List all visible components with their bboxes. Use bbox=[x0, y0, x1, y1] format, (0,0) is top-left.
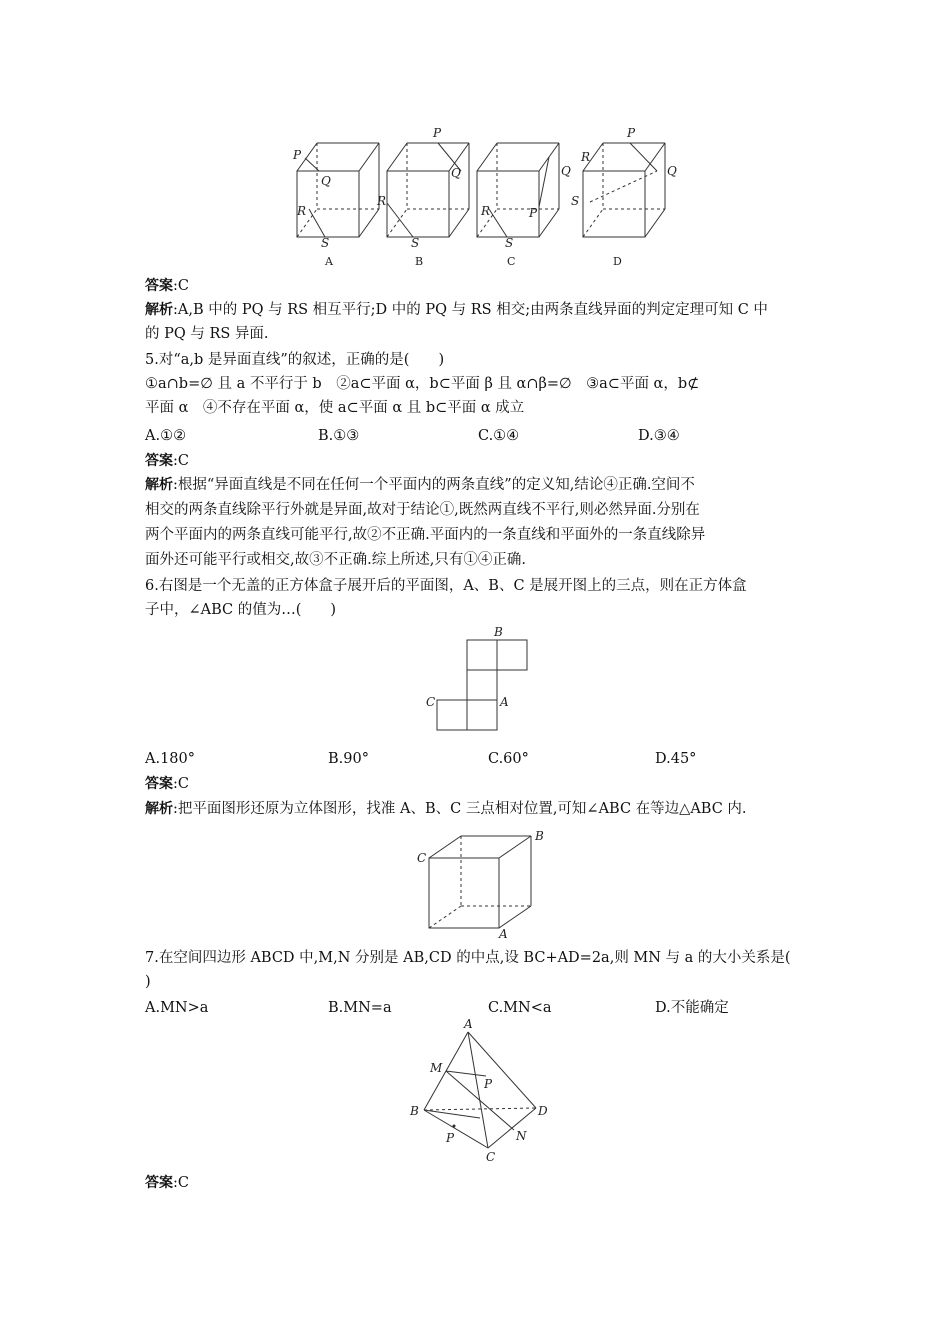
q4-label-p-b: P bbox=[433, 126, 442, 140]
q6-net-label-c: C bbox=[426, 695, 436, 709]
q7-option-c: C.MN<a bbox=[488, 1000, 552, 1016]
q5-option-d: D.③④ bbox=[638, 428, 680, 444]
analysis-text: :根据“异面直线是不同在任何一个平面内的两条直线”的定义知,结论④正确.空间不 bbox=[173, 477, 695, 493]
analysis-label: 解析 bbox=[145, 801, 173, 817]
answer-value: :C bbox=[173, 453, 189, 469]
q5-analysis-line-2: 相交的两条直线除平行外就是异面,故对于结论①,既然两直线不平行,则必然异面.分别在 bbox=[145, 502, 700, 518]
q7-point-dot bbox=[453, 1125, 456, 1128]
q4-label-r-d: R bbox=[581, 150, 591, 164]
q4-analysis-line-2: 的 PQ 与 RS 异面. bbox=[145, 326, 269, 342]
q4-label-r-b: R bbox=[377, 194, 387, 208]
q7-tetrahedron-figure bbox=[400, 1018, 560, 1168]
q4-label-p-d: P bbox=[627, 126, 636, 140]
q5-option-c: C.①④ bbox=[478, 428, 520, 444]
q4-caption-d: D bbox=[613, 255, 622, 268]
q6-net-label-b: B bbox=[494, 625, 503, 639]
q4-four-cubes-figure bbox=[285, 125, 685, 270]
q5-analysis-line-4: 面外还可能平行或相交,故③不正确.综上所述,只有①④正确. bbox=[145, 552, 526, 568]
q7-label-m: M bbox=[430, 1061, 443, 1075]
q4-label-q-d: Q bbox=[667, 164, 677, 178]
q6-option-d: D.45° bbox=[655, 751, 697, 767]
answer-label: 答案 bbox=[145, 453, 173, 469]
q7-tetrahedron-svg bbox=[400, 1018, 560, 1168]
q4-label-s-d: S bbox=[571, 194, 580, 208]
q4-label-r-a: R bbox=[297, 204, 307, 218]
q7-label-a: A bbox=[464, 1018, 473, 1031]
q7-answer bbox=[145, 1171, 810, 1195]
q4-label-s-c: S bbox=[505, 236, 514, 250]
q4-label-s-b: S bbox=[411, 236, 420, 250]
analysis-label: 解析 bbox=[145, 302, 173, 318]
q4-label-q-b: Q bbox=[451, 166, 461, 180]
q5-stem-line-1: 5.对“a,b 是异面直线”的叙述，正确的是( ) bbox=[145, 352, 445, 368]
q5-analysis-line-3: 两个平面内的两条直线可能平行,故②不正确.平面内的一条直线和平面外的一条直线除异 bbox=[145, 527, 706, 543]
q6-net-figure bbox=[420, 622, 540, 737]
answer-label: 答案 bbox=[145, 776, 173, 792]
q4-analysis-line-1 bbox=[145, 298, 810, 322]
q6-option-c: C.60° bbox=[488, 751, 529, 767]
q4-caption-c: C bbox=[507, 255, 516, 268]
q4-label-r-c: R bbox=[481, 204, 491, 218]
q4-answer bbox=[145, 274, 810, 298]
q6-answer bbox=[145, 772, 810, 796]
q7-label-b: B bbox=[410, 1104, 419, 1118]
q6-stem-line-1: 6.右图是一个无盖的正方体盒子展开后的平面图，A、B、C 是展开图上的三点，则在正方体盒 bbox=[145, 578, 747, 594]
q6-cube-svg bbox=[405, 824, 555, 939]
q6-cube-label-c: C bbox=[417, 851, 427, 865]
q5-stem-line-2: ①a∩b=∅ 且 a 不平行于 b ②a⊂平面 α，b⊂平面 β 且 α∩β=∅ ③a⊂平面 α，b⊄ bbox=[145, 376, 700, 392]
q7-option-a: A.MN>a bbox=[145, 1000, 209, 1016]
q6-net-svg bbox=[420, 622, 540, 737]
q7-label-n: N bbox=[516, 1129, 527, 1143]
q6-analysis-line-1 bbox=[145, 797, 810, 821]
q5-option-a: A.①② bbox=[145, 428, 187, 444]
analysis-text: :A,B 中的 PQ 与 RS 相互平行;D 中的 PQ 与 RS 相交;由两条直线异面的判定定理可知 C 中 bbox=[173, 302, 768, 318]
q4-caption-a: A bbox=[325, 255, 333, 268]
q6-cube-figure bbox=[405, 824, 555, 939]
q5-stem-line-3: 平面 α ④不存在平面 α，使 a⊂平面 α 且 b⊂平面 α 成立 bbox=[145, 400, 525, 416]
q6-stem-line-2: 子中，∠ABC 的值为…( ) bbox=[145, 602, 337, 618]
q7-label-p-upper: P bbox=[484, 1077, 493, 1091]
q5-option-b: B.①③ bbox=[318, 428, 360, 444]
q4-label-p-a: P bbox=[293, 148, 302, 162]
answer-value: :C bbox=[173, 776, 189, 792]
q6-option-b: B.90° bbox=[328, 751, 369, 767]
q5-answer bbox=[145, 449, 810, 473]
q4-caption-b: B bbox=[415, 255, 424, 268]
analysis-text: :把平面图形还原为立体图形，找准 A、B、C 三点相对位置,可知∠ABC 在等边△ABC 内. bbox=[173, 801, 747, 817]
q6-cube-label-a: A bbox=[499, 927, 508, 939]
q7-stem-line-2: ) bbox=[145, 974, 151, 990]
q4-label-q-c: Q bbox=[561, 164, 571, 178]
q7-option-b: B.MN=a bbox=[328, 1000, 392, 1016]
q7-option-d: D.不能确定 bbox=[655, 1000, 729, 1016]
q6-cube-label-b: B bbox=[535, 829, 544, 843]
analysis-label: 解析 bbox=[145, 477, 173, 493]
q7-label-p-lower: P bbox=[446, 1131, 455, 1145]
q7-label-d: D bbox=[538, 1104, 548, 1118]
q4-label-s-a: S bbox=[321, 236, 330, 250]
answer-value: :C bbox=[173, 278, 189, 294]
q4-cubes-svg bbox=[285, 125, 685, 270]
q7-label-c: C bbox=[486, 1150, 496, 1164]
answer-label: 答案 bbox=[145, 278, 173, 294]
answer-value: :C bbox=[173, 1175, 189, 1191]
q4-label-p-c: P bbox=[529, 206, 538, 220]
answer-label: 答案 bbox=[145, 1175, 173, 1191]
q4-label-q-a: Q bbox=[321, 174, 331, 188]
q7-stem-line-1: 7.在空间四边形 ABCD 中,M,N 分别是 AB,CD 的中点,设 BC+AD=2a,则 MN 与 a 的大小关系是( bbox=[145, 950, 791, 966]
q5-analysis-line-1 bbox=[145, 473, 810, 497]
q6-option-a: A.180° bbox=[145, 751, 196, 767]
q6-net-label-a: A bbox=[500, 695, 509, 709]
